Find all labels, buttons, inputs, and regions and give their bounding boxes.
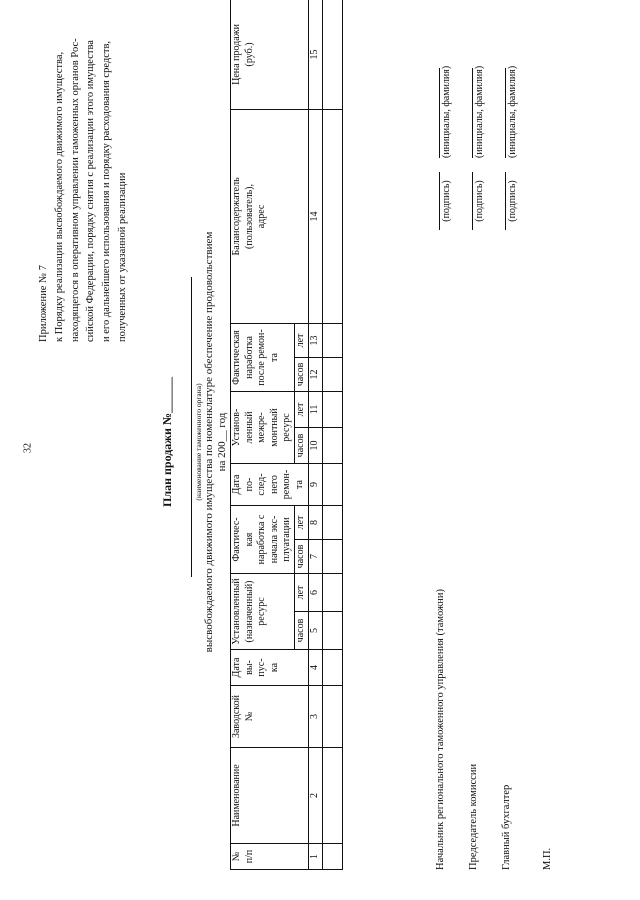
signature-row-accountant bbox=[488, 20, 518, 870]
plan-title: План продажи №______ bbox=[160, 377, 174, 507]
subheader-hours: часов bbox=[294, 540, 308, 574]
appendix-line: к Порядку реализации высвобождаемого движимого имущества, bbox=[53, 51, 65, 342]
signer-role: Председатель комиссии bbox=[468, 763, 479, 870]
appendix-note bbox=[36, 12, 131, 342]
signature-line bbox=[494, 172, 506, 230]
name-line bbox=[428, 68, 440, 158]
column-number: 13 bbox=[308, 323, 322, 357]
column-number: 3 bbox=[308, 686, 322, 748]
name-caption: (инициалы, фамилия) bbox=[507, 65, 518, 158]
column-number: 10 bbox=[308, 427, 322, 463]
signature-caption: (подпись) bbox=[441, 180, 452, 222]
subheader-hours: часов bbox=[294, 427, 308, 463]
seal-place: М.П. bbox=[542, 847, 553, 870]
rotated-page-content bbox=[0, 2, 620, 882]
header-balance-holder: Балансодержатель (пользователь), адрес bbox=[231, 109, 309, 323]
signer-role: Главный бухгалтер bbox=[501, 784, 512, 870]
column-number: 9 bbox=[308, 463, 322, 505]
signature-caption: (подпись) bbox=[507, 180, 518, 222]
column-number: 8 bbox=[308, 505, 322, 539]
header-actual-operating-time: Фактичес- кая наработка с начала экс- плуатации bbox=[231, 505, 295, 573]
subheader-years: лет bbox=[294, 505, 308, 539]
table-header-row bbox=[231, 0, 295, 870]
sales-plan-table bbox=[230, 0, 343, 870]
subtitle-line: высвобождаемого движимого имущества по номенклатуре обеспечение продовольствием bbox=[203, 231, 215, 653]
signature-row-head bbox=[422, 20, 452, 870]
appendix-line: полученных от указанной реализации bbox=[116, 172, 128, 342]
column-number: 6 bbox=[308, 574, 322, 612]
column-numbers-row bbox=[308, 0, 322, 870]
subtitle-line: на 200__ год bbox=[216, 412, 228, 472]
signature-caption: (подпись) bbox=[474, 180, 485, 222]
table-empty-row bbox=[322, 0, 342, 870]
signature-row-chairman bbox=[455, 20, 485, 870]
column-number: 4 bbox=[308, 650, 322, 686]
column-number: 1 bbox=[308, 844, 322, 870]
subheader-hours: часов bbox=[294, 612, 308, 650]
column-number: 5 bbox=[308, 612, 322, 650]
column-number: 11 bbox=[308, 391, 322, 427]
appendix-line: и его дальнейшего использования и порядку расходования средств, bbox=[101, 40, 113, 342]
name-caption: (инициалы, фамилия) bbox=[441, 65, 452, 158]
customs-caption: (наименование таможенного органа) bbox=[194, 383, 203, 501]
header-release-date: Дата вы- пус- ка bbox=[231, 650, 309, 686]
page-number: 32 bbox=[22, 443, 34, 453]
customs-name-line bbox=[176, 277, 192, 577]
subheader-years: лет bbox=[294, 323, 308, 357]
header-overhaul-resource: Установ- ленный межре- монтный ресурс bbox=[231, 391, 295, 463]
header-number: № п/п bbox=[231, 844, 309, 870]
header-sale-price: Цена продажи (руб.) bbox=[231, 0, 309, 109]
name-line bbox=[461, 68, 473, 158]
signature-line bbox=[461, 172, 473, 230]
column-number: 2 bbox=[308, 748, 322, 844]
subheader-years: лет bbox=[294, 574, 308, 612]
name-caption: (инициалы, фамилия) bbox=[474, 65, 485, 158]
name-line bbox=[494, 68, 506, 158]
appendix-line: Приложение № 7 bbox=[38, 265, 49, 342]
column-number: 7 bbox=[308, 540, 322, 574]
appendix-line: находящегося в оперативном управлении таможенных органов Рос- bbox=[69, 38, 81, 342]
signer-role: Начальник регионального таможенного управления (таможни) bbox=[435, 588, 446, 870]
subheader-hours: часов bbox=[294, 357, 308, 391]
header-last-repair-date: Дата по- след- него ремон- та bbox=[231, 463, 309, 505]
header-name: Наименование bbox=[231, 748, 309, 844]
plan-subtitle bbox=[203, 2, 229, 882]
header-time-after-repair: Фактическая наработка после ремон- та bbox=[231, 323, 295, 391]
column-number: 14 bbox=[308, 109, 322, 323]
signature-block bbox=[378, 20, 578, 870]
column-number: 12 bbox=[308, 357, 322, 391]
signature-line bbox=[428, 172, 440, 230]
header-serial-number: Заводской № bbox=[231, 686, 309, 748]
appendix-line: сийской Федерации, порядку снятия с реализации этого имущества bbox=[85, 40, 97, 342]
subheader-years: лет bbox=[294, 391, 308, 427]
header-assigned-resource: Установленный (назначенный) ресурс bbox=[231, 574, 295, 650]
column-number: 15 bbox=[308, 0, 322, 109]
